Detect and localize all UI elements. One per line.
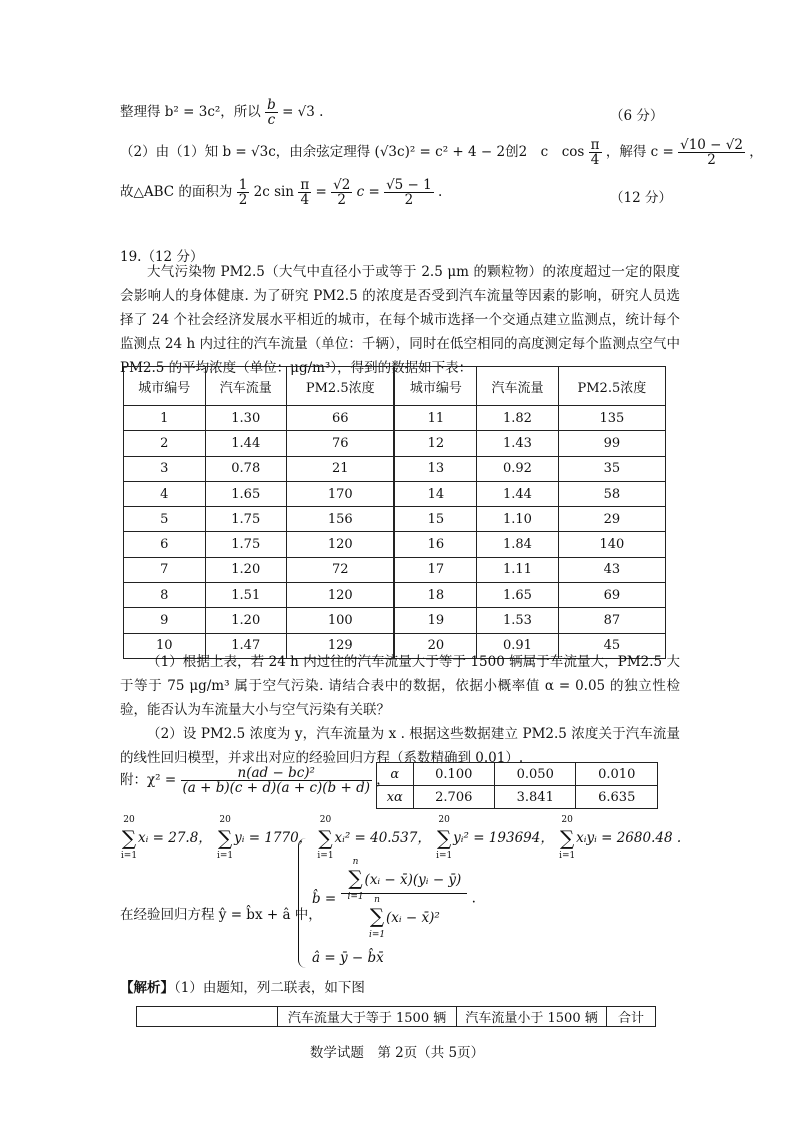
- chi-square-fraction: [181, 766, 373, 795]
- table-cell: 0.92: [477, 456, 559, 481]
- x-alpha-cell: xα: [377, 786, 414, 809]
- table-cell: 1.30: [205, 406, 287, 431]
- table-cell: 43: [558, 557, 665, 582]
- table-cell: 12: [394, 431, 476, 456]
- table-row: [124, 507, 666, 532]
- alpha-cell: α: [377, 763, 414, 786]
- question-2: （2）设 PM2.5 浓度为 y，汽车流量为 x . 根据这些数据建立 PM2.5 浓度关于汽车流量的线性回归模型，并求出对应的经验回归方程（系数精确到 0.01）.: [120, 726, 680, 766]
- table-cell: 0.91: [477, 633, 559, 658]
- table-cell: 7: [124, 557, 206, 582]
- line-2-mid: ，解得 c =: [605, 144, 674, 161]
- table-cell: 4: [124, 481, 206, 506]
- regression-label: 在经验回归方程 ŷ = b̂x + â 中，: [120, 907, 322, 923]
- sum-y-squared: yᵢ² = 193694，: [453, 830, 554, 846]
- a-hat-formula: â = ȳ − b̂x̄: [312, 950, 384, 966]
- table-cell: 72: [287, 557, 395, 582]
- sum-x-squared: xᵢ² = 40.537，: [334, 830, 431, 846]
- header-city-2: 城市编号: [394, 367, 476, 406]
- table-cell: 66: [287, 406, 395, 431]
- line-1-text: 整理得 b² = 3c²，所以: [120, 104, 261, 121]
- sum-x: xᵢ = 27.8，: [138, 830, 212, 846]
- contingency-cell: 汽车流量大于等于 1500 辆: [278, 1007, 457, 1027]
- table-cell: 1.65: [205, 481, 287, 506]
- fraction-b-over-c: $\frac{b}{c}$: [267, 97, 276, 129]
- table-cell: 3: [124, 456, 206, 481]
- header-pm-1: PM2.5浓度: [287, 367, 395, 406]
- table-cell: 58: [558, 481, 665, 506]
- line-3-score: （12 分）: [610, 190, 672, 206]
- data-table: [123, 366, 666, 659]
- table-cell: 1.47: [205, 633, 287, 658]
- table-cell: 18: [394, 583, 476, 608]
- table-cell: 2: [124, 431, 206, 456]
- alpha-table: [376, 762, 658, 809]
- chi-comma: ，: [376, 772, 390, 789]
- table-row: [124, 583, 666, 608]
- table-cell: 8: [124, 583, 206, 608]
- table-cell: 6: [124, 532, 206, 557]
- table-row: [124, 532, 666, 557]
- header-city-1: 城市编号: [124, 367, 206, 406]
- table-cell: 69: [558, 583, 665, 608]
- table-cell: 0.78: [205, 456, 287, 481]
- table-cell: 21: [287, 456, 395, 481]
- table-cell: 1.20: [205, 557, 287, 582]
- table-row: [124, 431, 666, 456]
- table-cell: 1.75: [205, 507, 287, 532]
- line-3-text: 故△ABC 的面积为: [120, 184, 233, 201]
- table-cell: 20: [394, 633, 476, 658]
- table-cell: 45: [558, 633, 665, 658]
- table-cell: 100: [287, 608, 395, 633]
- problem-intro: 大气污染物 PM2.5（大气中直径小于或等于 2.5 μm 的颗粒物）的浓度超过一定的限度会影响人的身体健康. 为了研究 PM2.5 的浓度是否受到汽车流量等因素的影响，研究人员选择了 24 个社会经济发展水平相近的城市，在每个城市选择一个交通点建立监测点，统计每个监测点 24 h 内过往的汽车流量（单位：千辆），同时在低空相同的高度测定每个监测点空气中 PM2.5 的平均浓度（单位：μg/m³），得到的数据如下表：: [120, 264, 680, 376]
- alpha-row: [377, 763, 658, 786]
- table-cell: 99: [558, 431, 665, 456]
- table-cell: 5: [124, 507, 206, 532]
- table-cell: 170: [287, 481, 395, 506]
- header-traffic-2: 汽车流量: [477, 367, 559, 406]
- table-cell: 10: [124, 633, 206, 658]
- table-cell: 1.44: [205, 431, 287, 456]
- table-cell: 16: [394, 532, 476, 557]
- solution-line: [120, 976, 365, 996]
- b-hat-fraction: n ∑ i=1 (xᵢ − x̄)(yᵢ − ȳ) n ∑ i=1 (xᵢ − x̄)²: [341, 868, 468, 930]
- table-row: [124, 481, 666, 506]
- sum-xy: xᵢyᵢ = 2680.48 .: [576, 830, 682, 846]
- line-2-text: （2）由（1）知 b = √3c，由余弦定理得 (√3c)² = c² + 4 − 2创2 c cos: [120, 144, 585, 161]
- table-cell: 9: [124, 608, 206, 633]
- appendix-label: 附：χ² =: [120, 772, 177, 789]
- table-cell: 14: [394, 481, 476, 506]
- table-cell: 129: [287, 633, 395, 658]
- table-cell: 1.65: [477, 583, 559, 608]
- x-alpha-cell: 3.841: [495, 786, 576, 809]
- line-2: [120, 138, 763, 167]
- fraction-pi-over-4b: $\frac{\pi}{4}$: [300, 177, 310, 209]
- alpha-cell: 0.050: [495, 763, 576, 786]
- x-alpha-cell: 2.706: [413, 786, 494, 809]
- table-cell: 1: [124, 406, 206, 431]
- contingency-cell: 汽车流量小于 1500 辆: [457, 1007, 607, 1027]
- header-traffic-1: 汽车流量: [205, 367, 287, 406]
- table-cell: 1.84: [477, 532, 559, 557]
- table-header-row: [124, 367, 666, 406]
- fraction-root2-over-2: $\frac{√2}{2}$: [333, 177, 351, 209]
- table-cell: 1.51: [205, 583, 287, 608]
- sum-y: yᵢ = 1770，: [234, 830, 313, 846]
- table-cell: 15: [394, 507, 476, 532]
- line-2-end: ，: [749, 144, 763, 161]
- table-cell: 1.75: [205, 532, 287, 557]
- table-cell: 29: [558, 507, 665, 532]
- b-period: .: [471, 890, 476, 907]
- table-row: [124, 406, 666, 431]
- table-cell: 1.43: [477, 431, 559, 456]
- contingency-cell: [137, 1007, 278, 1027]
- x-alpha-cell: 6.635: [576, 786, 658, 809]
- line-1-score: （6 分）: [610, 108, 664, 124]
- solution-label: 【解析】: [120, 980, 174, 996]
- table-cell: 140: [558, 532, 665, 557]
- line-3-mid: 2c sin: [253, 184, 295, 201]
- line-1: [120, 98, 323, 127]
- table-cell: 1.82: [477, 406, 559, 431]
- table-cell: 120: [287, 583, 395, 608]
- table-cell: 135: [558, 406, 665, 431]
- fraction-half: $\frac{1}{2}$: [238, 177, 248, 209]
- table-row: [124, 557, 666, 582]
- contingency-table: [136, 1006, 656, 1027]
- chi-square-formula: [120, 766, 390, 795]
- fraction-area: $\frac{√5 - 1}{2}$: [386, 177, 432, 209]
- table-cell: 156: [287, 507, 395, 532]
- solution-text: （1）由题知，列二联表，如下图: [174, 980, 365, 996]
- contingency-cell: 合计: [607, 1007, 656, 1027]
- table-cell: 120: [287, 532, 395, 557]
- line-3: 故△ABC 的面积为 $\frac{1}{2}$ 2c sin $\frac{\pi}{4}$ = $\frac{√2}{2}$ c = $\frac{√5 - 1}{2}$ .: [120, 177, 443, 209]
- table-cell: 1.11: [477, 557, 559, 582]
- x-alpha-row: [377, 786, 658, 809]
- table-cell: 76: [287, 431, 395, 456]
- fraction-pi-over-4: $\frac{\pi}{4}$: [590, 137, 600, 169]
- table-cell: 35: [558, 456, 665, 481]
- page-footer: 数学试题 第 2页（共 5页）: [309, 1045, 485, 1061]
- table-cell: 1.53: [477, 608, 559, 633]
- table-cell: 1.10: [477, 507, 559, 532]
- system-brace: [298, 838, 309, 968]
- contingency-header-row: [137, 1007, 656, 1027]
- chi-numerator: n(ad − bc)²: [181, 766, 373, 781]
- header-pm-2: PM2.5浓度: [558, 367, 665, 406]
- table-cell: 13: [394, 456, 476, 481]
- table-cell: 11: [394, 406, 476, 431]
- b-numerator: (xᵢ − x̄)(yᵢ − ȳ): [364, 871, 462, 888]
- b-hat-formula: [312, 857, 476, 940]
- sums-line: 20 ∑ i=1 xᵢ = 27.8， 20 ∑ i=1 yᵢ = 1770， 20 ∑ i=1 xᵢ² = 40.537， 20 ∑ i=1 yᵢ² = 193694， 20 ∑ i=1 xᵢyᵢ = 2680.48 .: [120, 815, 682, 861]
- chi-denominator: (a + b)(c + d)(a + c)(b + d): [182, 780, 370, 797]
- alpha-cell: 0.100: [413, 763, 494, 786]
- question-1: （1）根据上表，若 24 h 内过往的汽车流量大于等于 1500 辆属于车流量大，PM2.5 大于等于 75 μg/m³ 属于空气污染. 请结合表中的数据，依据小概率值 α = 0.05 的独立性检验，能否认为车流量大小与空气污染有关联？: [120, 654, 680, 718]
- table-cell: 1.44: [477, 481, 559, 506]
- table-row: [124, 608, 666, 633]
- table-row: [124, 456, 666, 481]
- alpha-cell: 0.010: [576, 763, 658, 786]
- fraction-c-value: $\frac{√10 - √2}{2}$: [680, 137, 743, 169]
- b-denominator: (xᵢ − x̄)²: [386, 909, 440, 926]
- b-hat-label: b̂ =: [312, 891, 337, 908]
- problem-number: 19.（12 分）: [120, 249, 204, 265]
- line-1-eq: = √3 .: [282, 104, 324, 121]
- table-cell: 87: [558, 608, 665, 633]
- table-cell: 19: [394, 608, 476, 633]
- table-cell: 1.20: [205, 608, 287, 633]
- table-cell: 17: [394, 557, 476, 582]
